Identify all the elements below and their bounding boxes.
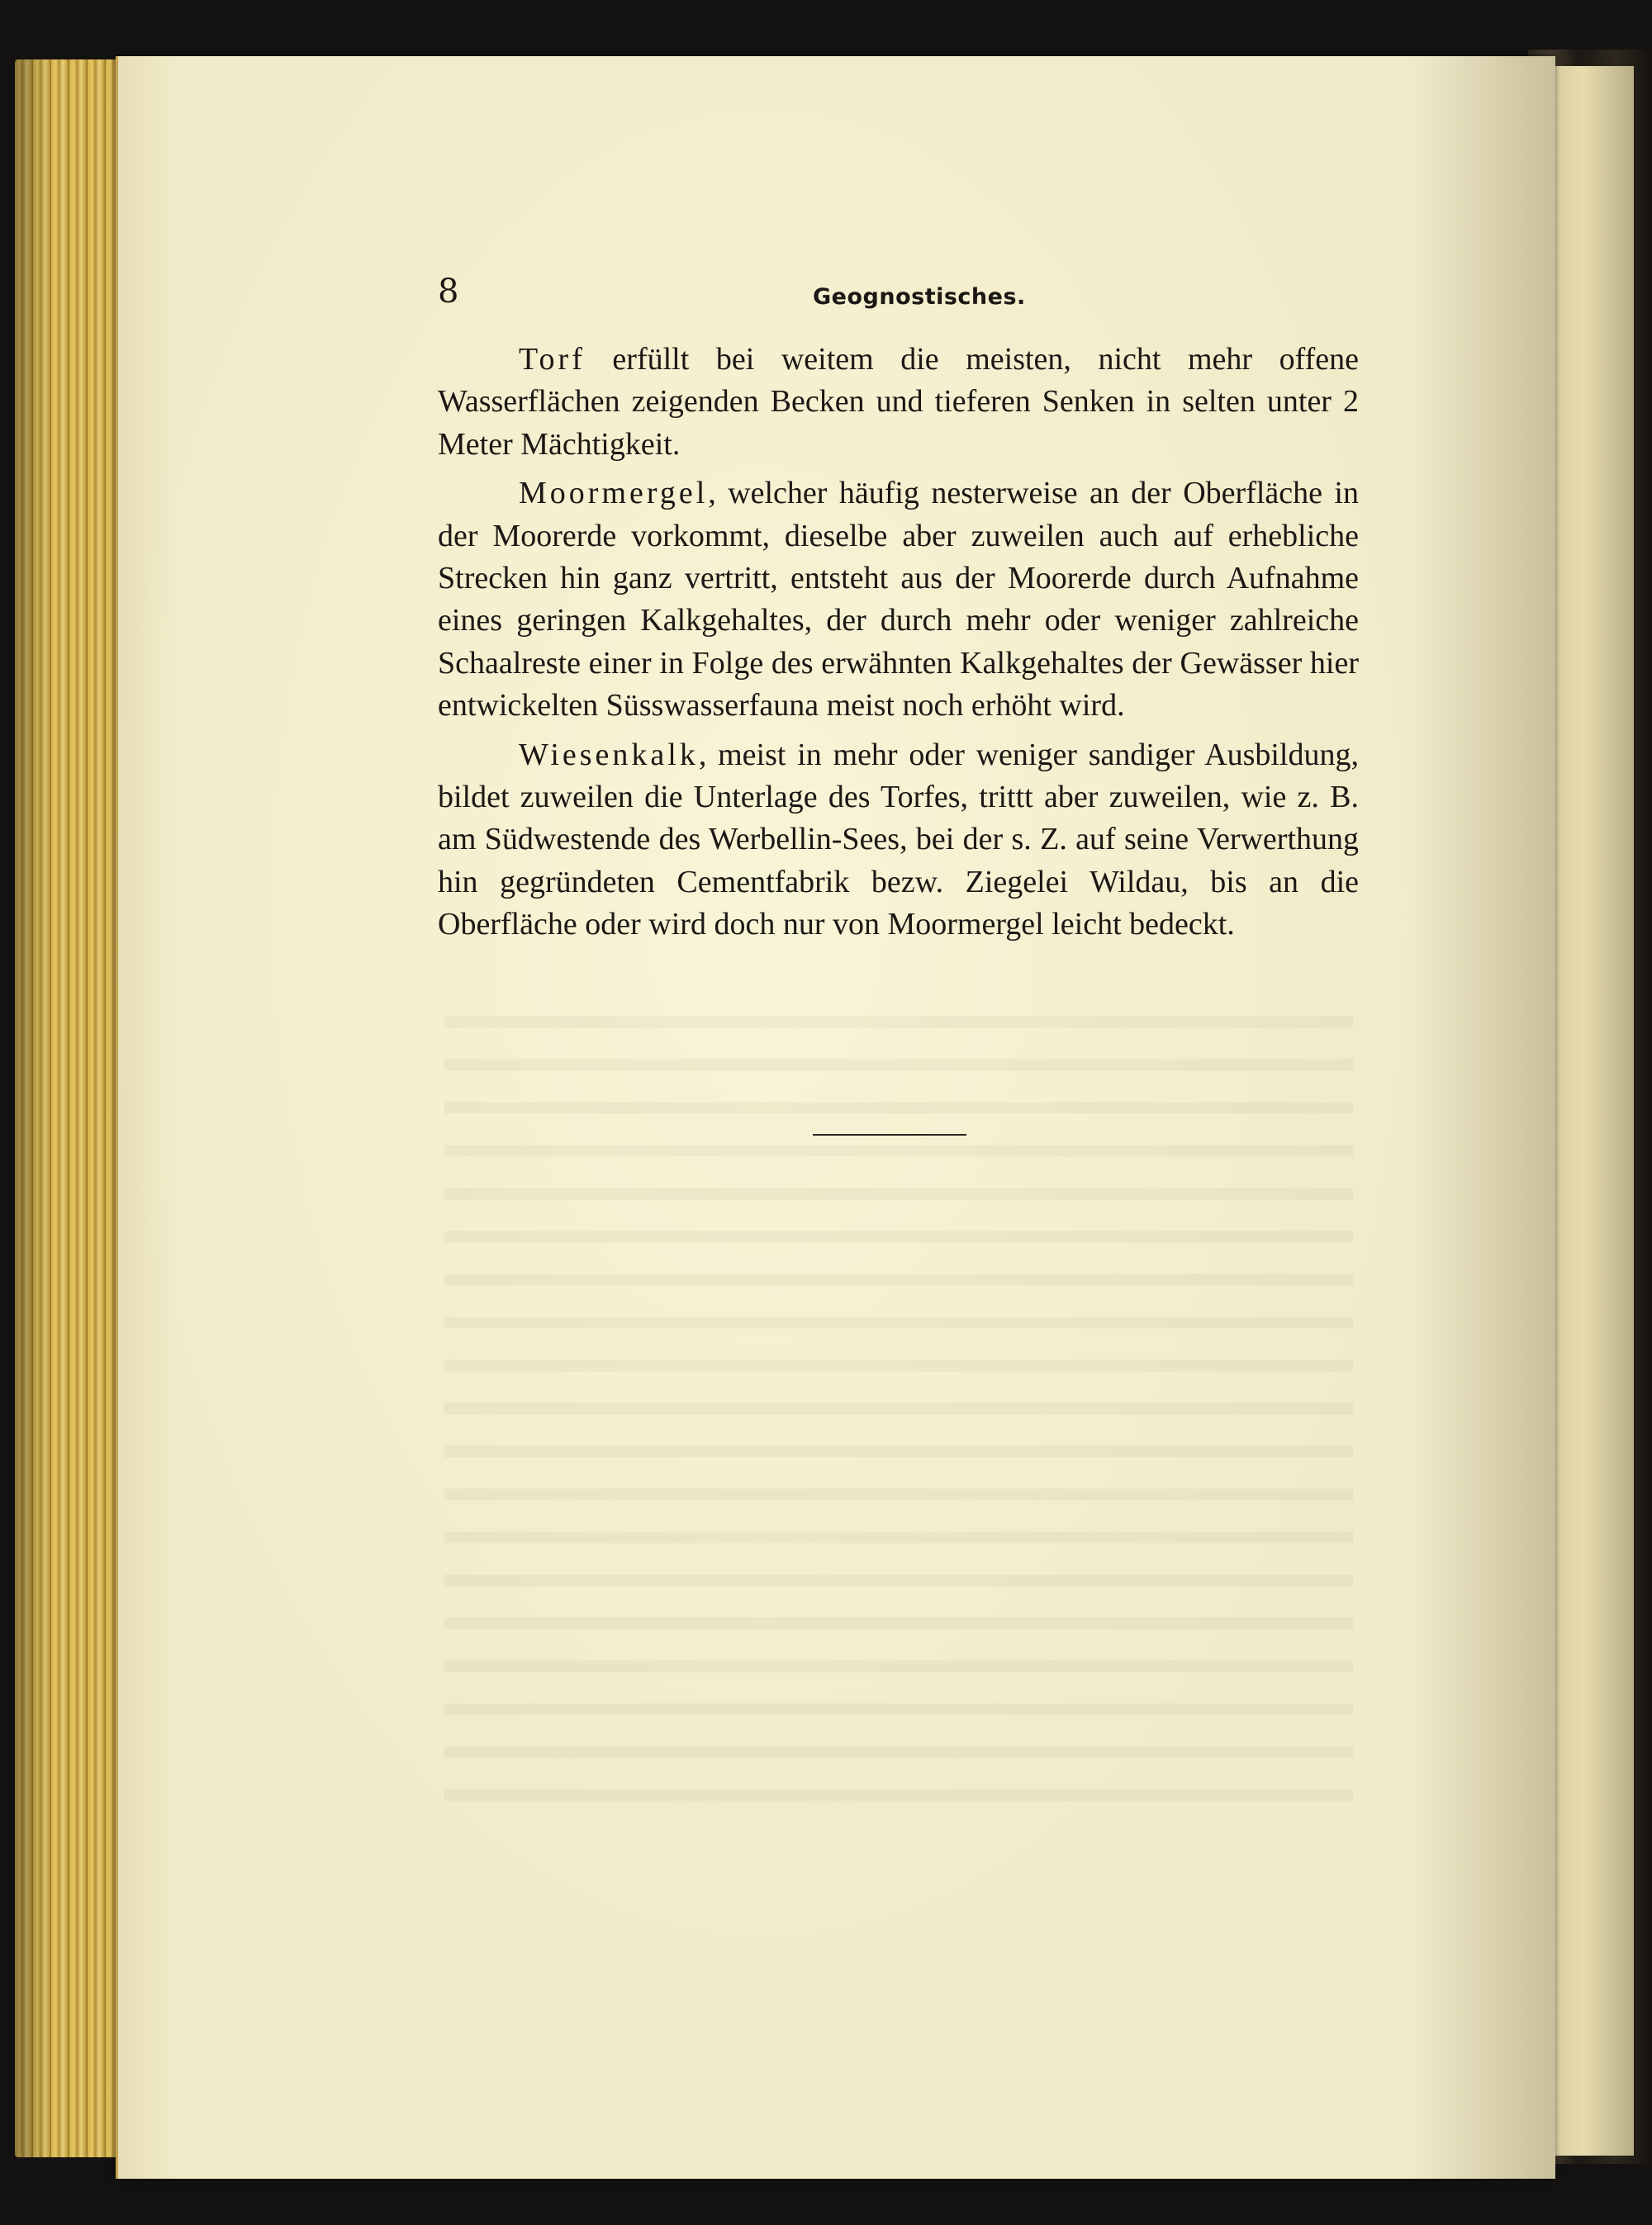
section-end-rule	[813, 1134, 966, 1136]
running-head	[438, 273, 1371, 322]
paragraph-wiesenkalk	[438, 734, 1359, 946]
body-text	[438, 339, 1359, 953]
facing-page-edge	[1553, 66, 1634, 2156]
term-wiesenkalk: Wiesenkalk	[519, 737, 699, 772]
paragraph-torf	[438, 339, 1359, 466]
running-title: Geognostisches.	[813, 284, 1026, 310]
paragraph-text: , meist in mehr oder weniger sandiger Ausbildung, bildet zuweilen die Unterlage des Torfes, trittt aber zuweilen, wie z. B. am Südwestende des Werbellin-Sees, bei der s. Z. auf seine Verwerthung hin gegründeten Cementfabrik bezw. Ziegelei Wildau, bis an die Oberfläche oder wird doch nur von Moormergel leicht bedeckt.	[438, 737, 1359, 942]
page-edges-shadow	[15, 59, 131, 2157]
paragraph-text: erfüllt bei weitem die meisten, nicht mehr offene Wasserflächen zeigenden Becken und tieferen Senken in selten unter 2 Meter Mächtigkeit.	[438, 342, 1359, 462]
term-moormergel: Moormergel	[519, 476, 709, 511]
paragraph-moormergel	[438, 472, 1359, 727]
paragraph-text: , welcher häufig nesterweise an der Oberfläche in der Moorerde vorkommt, dieselbe aber zuweilen auch auf erhebliche Strecken hin ganz vertritt, entsteht aus der Moorerde durch Aufnahme eines geringen Kalkgehaltes, der durch mehr oder weniger zahlreiche Schaalreste einer in Folge des erwähnten Kalkgehaltes der Gewässer hier entwickelten Süsswasserfauna meist noch erhöht wird.	[438, 476, 1359, 723]
term-torf: Torf	[519, 342, 586, 377]
reverse-side-bleed-through	[444, 991, 1353, 1817]
page-number: 8	[438, 273, 459, 311]
